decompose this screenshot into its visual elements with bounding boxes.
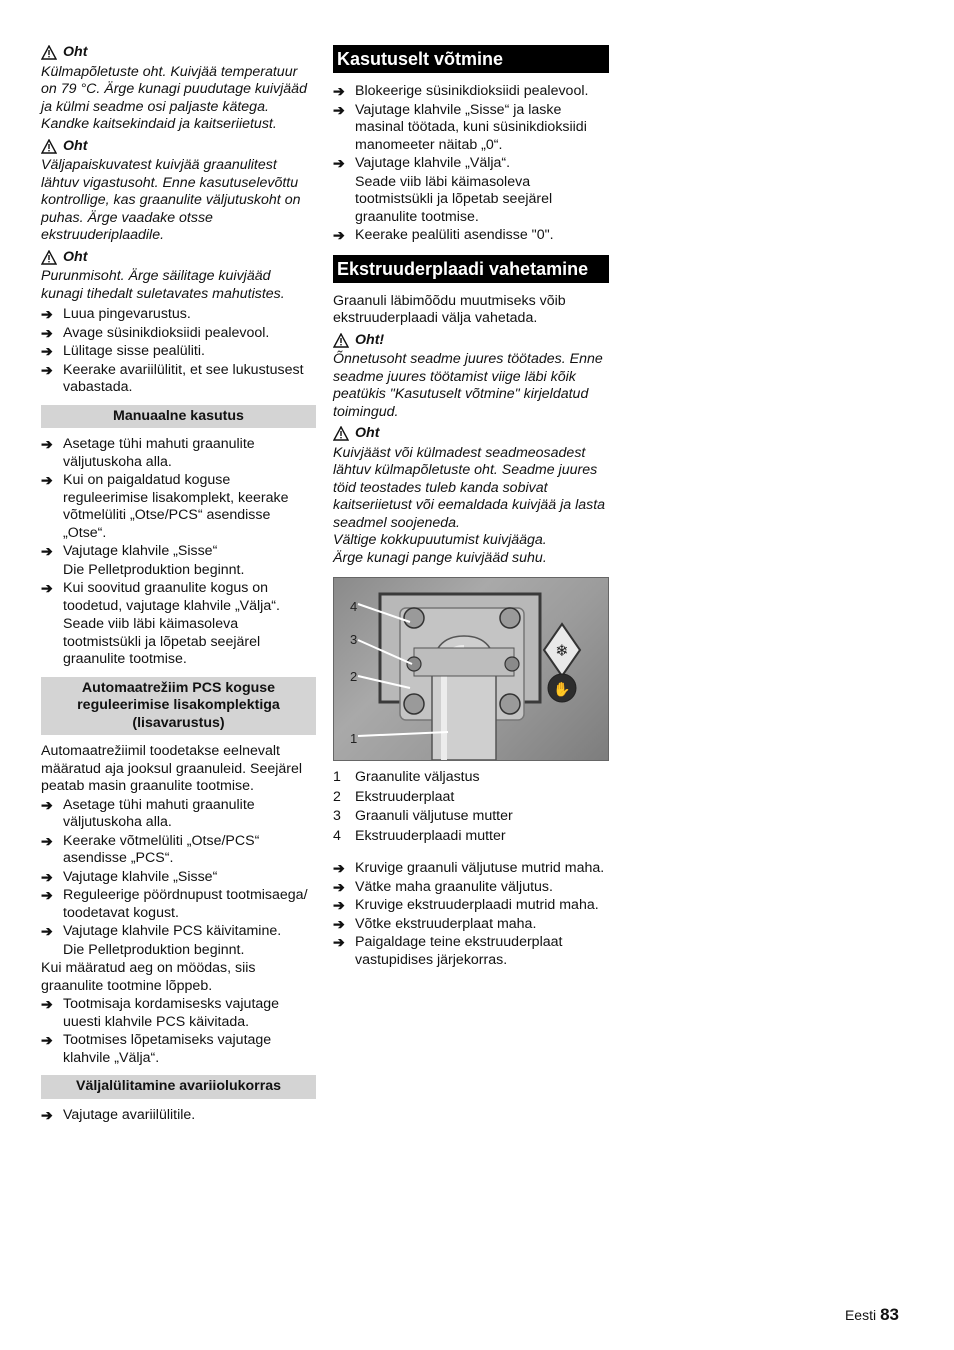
list-item: ➔ Kui soovitud graanulite kogus on toodetud, vajutage klahvile „Välja“. bbox=[41, 580, 280, 614]
svg-text:✋: ✋ bbox=[553, 682, 571, 698]
list-item: ➔ Tootmisaja kordamisesks vajutage uuesti klahvile PCS käivitada. bbox=[41, 996, 280, 1030]
warning-triangle-icon bbox=[333, 333, 349, 348]
warning-text: Ärge kunagi pange kuivjääd suhu. bbox=[333, 549, 547, 566]
arrow-icon: ➔ bbox=[41, 1106, 53, 1123]
warning-text: Kuivjääst või külmadest seadmeosadest lähtuv külmapõletuste oht. Seadme juures töid teostades tuleb kanda sobivat kaitseriietust või eemaldada kuivjää ja lasta seadmel soojeneda. bbox=[333, 444, 606, 531]
list-item: ➔ Keerake avariilülitit, et see lukustusest vabastada. bbox=[41, 361, 304, 395]
arrow-icon: ➔ bbox=[41, 324, 53, 341]
photo-label: 1 bbox=[350, 731, 358, 746]
list-item: ➔ Asetage tühi mahuti graanulite väljutuskoha alla. bbox=[41, 796, 255, 830]
arrow-icon: ➔ bbox=[41, 343, 53, 359]
list-item: ➔ Avage süsinikdioksiidi pealevool. bbox=[41, 324, 270, 341]
warning-heading bbox=[41, 249, 316, 267]
warning-triangle-icon bbox=[333, 426, 349, 441]
arrow-icon: ➔ bbox=[333, 934, 345, 950]
warning-text: Külmapõletuste oht. Kuivjää temperatuur on 79 °C. Ärge kunagi puudutage kuivjääd ja külmi seadme osi paljaste kätega. Kandke kaitsekindaid ja kaitseriietust. bbox=[41, 63, 307, 132]
arrow-icon: ➔ bbox=[333, 83, 345, 99]
arrow-icon: ➔ bbox=[41, 796, 53, 813]
warning-title: Oht! bbox=[355, 331, 385, 348]
step-note: Seade viib läbi käimasoleva tootmistsükli ja lõpetab seejärel graanulite tootmise. bbox=[63, 616, 261, 667]
list-item: ➔ Keerake pealüliti asendisse "0". bbox=[333, 227, 554, 243]
list-item: ➔ Vajutage klahvile „Välja“. bbox=[333, 155, 511, 171]
warning-block bbox=[41, 138, 316, 245]
arrow-icon: ➔ bbox=[41, 887, 53, 903]
list-item: ➔ Reguleerige pöördnupust tootmisaega/ toodetavat kogust. bbox=[41, 887, 308, 921]
legend-item: 1 Graanulite väljastus bbox=[333, 769, 480, 785]
list-item: ➔ Kui on paigaldatud koguse reguleerimise lisakomplekt, keerake võtmelüliti „Otse/PCS“ asendisse „Otse“. bbox=[41, 472, 289, 541]
section-heading-emergency: Väljalülitamine avariiolukorras bbox=[41, 1075, 316, 1099]
section-heading-auto: Automaatrežiim PCS koguse reguleerimise lisakomplektiga (lisavarustus) bbox=[41, 677, 316, 736]
warning-heading bbox=[333, 332, 609, 350]
warning-block bbox=[41, 249, 316, 304]
arrow-icon: ➔ bbox=[41, 306, 53, 322]
list-item: ➔ Vajutage avariilülitile. bbox=[41, 1106, 196, 1123]
section-heading-manual: Manuaalne kasutus bbox=[41, 405, 316, 429]
step-note: Die Pelletproduktion beginnt. bbox=[63, 561, 245, 578]
legend-item: 2 Ekstruuderplaat bbox=[333, 788, 455, 805]
photo-legend bbox=[333, 769, 609, 845]
arrow-icon: ➔ bbox=[333, 878, 345, 895]
arrow-icon: ➔ bbox=[41, 923, 53, 939]
warning-title: Oht bbox=[63, 137, 88, 154]
arrow-icon: ➔ bbox=[41, 1032, 53, 1048]
extruder-photo-illustration bbox=[334, 578, 608, 760]
left-column bbox=[41, 40, 316, 1125]
warning-text: Väljapaiskuvatest kuivjää graanulitest lähtuv vigastusoht. Enne kasutuselevõttu kontrollige, kas graanulite väljutuskoht on puhas. Ärge vaadake otsse ekstruuderiplaadile. bbox=[41, 157, 301, 243]
step-note: Die Pelletproduktion beginnt. bbox=[63, 941, 245, 958]
arrow-icon: ➔ bbox=[41, 543, 53, 559]
warning-title: Oht bbox=[63, 44, 88, 60]
paragraph: Automaatrežiimil toodetakse eelnevalt määratud aja jooksul graanuleid. Seejärel peatab masin graanulite tootmise. bbox=[41, 743, 303, 794]
warning-block bbox=[41, 44, 316, 134]
warning-title: Oht bbox=[355, 425, 380, 441]
paragraph: Kui määratud aeg on möödas, siis graanulite tootmine lõppeb. bbox=[41, 960, 256, 994]
list-item: ➔ Luua pingevarustus. bbox=[41, 306, 191, 322]
warning-heading bbox=[41, 138, 316, 156]
arrow-icon: ➔ bbox=[41, 868, 53, 885]
warning-triangle-icon bbox=[41, 139, 57, 154]
list-item: ➔ Kruvige ekstruuderplaadi mutrid maha. bbox=[333, 897, 599, 913]
arrow-icon: ➔ bbox=[333, 155, 345, 171]
list-item: ➔ Vajutage klahvile PCS käivitamine. bbox=[41, 923, 282, 939]
arrow-icon: ➔ bbox=[41, 996, 53, 1012]
arrow-icon: ➔ bbox=[41, 472, 53, 488]
list-item: ➔ Vajutage klahvile „Sisse“ bbox=[41, 868, 218, 885]
page-number: 83 bbox=[880, 1305, 899, 1324]
arrow-icon: ➔ bbox=[333, 915, 345, 932]
right-column bbox=[333, 40, 609, 970]
list-item: ➔ Asetage tühi mahuti graanulite väljutuskoha alla. bbox=[41, 436, 255, 470]
warning-text: Vältige kokkupuutumist kuivjääga. bbox=[333, 532, 547, 548]
list-item: ➔ Vajutage klahvile „Sisse“ ja laske masinal töötada, kuni süsinikdioksiidi manomeeter näitab „0“. bbox=[333, 101, 587, 153]
arrow-icon: ➔ bbox=[333, 101, 345, 118]
list-item: ➔ Kruvige graanuli väljutuse mutrid maha. bbox=[333, 860, 605, 876]
arrow-icon: ➔ bbox=[333, 227, 345, 243]
warning-triangle-icon bbox=[41, 250, 57, 265]
replace-steps bbox=[333, 860, 609, 969]
photo-label: 2 bbox=[350, 669, 358, 684]
list-item: ➔ Võtke ekstruuderplaat maha. bbox=[333, 915, 537, 932]
section-heading-replace: Ekstruuderplaadi vahetamine bbox=[333, 255, 609, 283]
arrow-icon: ➔ bbox=[333, 897, 345, 913]
arrow-icon: ➔ bbox=[41, 580, 53, 596]
warning-heading bbox=[41, 44, 316, 62]
list-item: ➔ Vätke maha graanulite väljutus. bbox=[333, 878, 553, 895]
photo-label: 4 bbox=[350, 599, 358, 614]
list-item: ➔ Tootmises lõpetamiseks vajutage klahvile „Välja“. bbox=[41, 1032, 272, 1066]
list-item: ➔ Paigaldage teine ekstruuderplaat vastupidises järjekorras. bbox=[333, 934, 563, 968]
warning-title: Oht bbox=[63, 248, 88, 265]
warning-text: Õnnetusoht seadme juures töötades. Enne seadme juures töötamist viige läbi kõik peatükis "Kasutuselt võtmine" kirjeldatud toimingud. bbox=[333, 351, 603, 420]
list-item: ➔ Blokeerige süsinikdioksiidi pealevool. bbox=[333, 83, 589, 99]
warning-text: Purunmisoht. Ärge säilitage kuivjääd kunagi tihedalt suletavates mahutistes. bbox=[41, 268, 285, 302]
arrow-icon: ➔ bbox=[41, 436, 53, 452]
legend-item: 4 Ekstruuderplaadi mutter bbox=[333, 827, 506, 844]
page-footer bbox=[845, 1306, 899, 1325]
arrow-icon: ➔ bbox=[41, 361, 53, 378]
photo-label: 3 bbox=[350, 632, 358, 647]
paragraph: Graanuli läbimõõdu muutmiseks võib ekstruuderplaadi välja vahetada. bbox=[333, 292, 566, 326]
list-item: ➔ Vajutage klahvile „Sisse“ bbox=[41, 543, 218, 559]
start-steps bbox=[41, 306, 316, 397]
warning-triangle-icon bbox=[41, 45, 57, 60]
extruder-plate-photo bbox=[333, 577, 609, 761]
footer-language: Eesti bbox=[844, 1307, 877, 1323]
section-heading-shutdown: Kasutuselt võtmine bbox=[333, 45, 609, 73]
list-item: ➔ Lülitage sisse pealüliti. bbox=[41, 343, 205, 359]
legend-item: 3 Graanuli väljutuse mutter bbox=[333, 808, 513, 824]
warning-heading bbox=[333, 425, 609, 443]
arrow-icon: ➔ bbox=[333, 860, 345, 876]
arrow-icon: ➔ bbox=[41, 832, 53, 849]
list-item: ➔ Keerake võtmelüliti „Otse/PCS“ asendisse „PCS“. bbox=[41, 832, 260, 866]
svg-text:❄: ❄ bbox=[555, 641, 569, 660]
step-note: Seade viib läbi käimasoleva tootmistsükli ja lõpetab seejärel graanulite tootmise. bbox=[355, 173, 553, 225]
